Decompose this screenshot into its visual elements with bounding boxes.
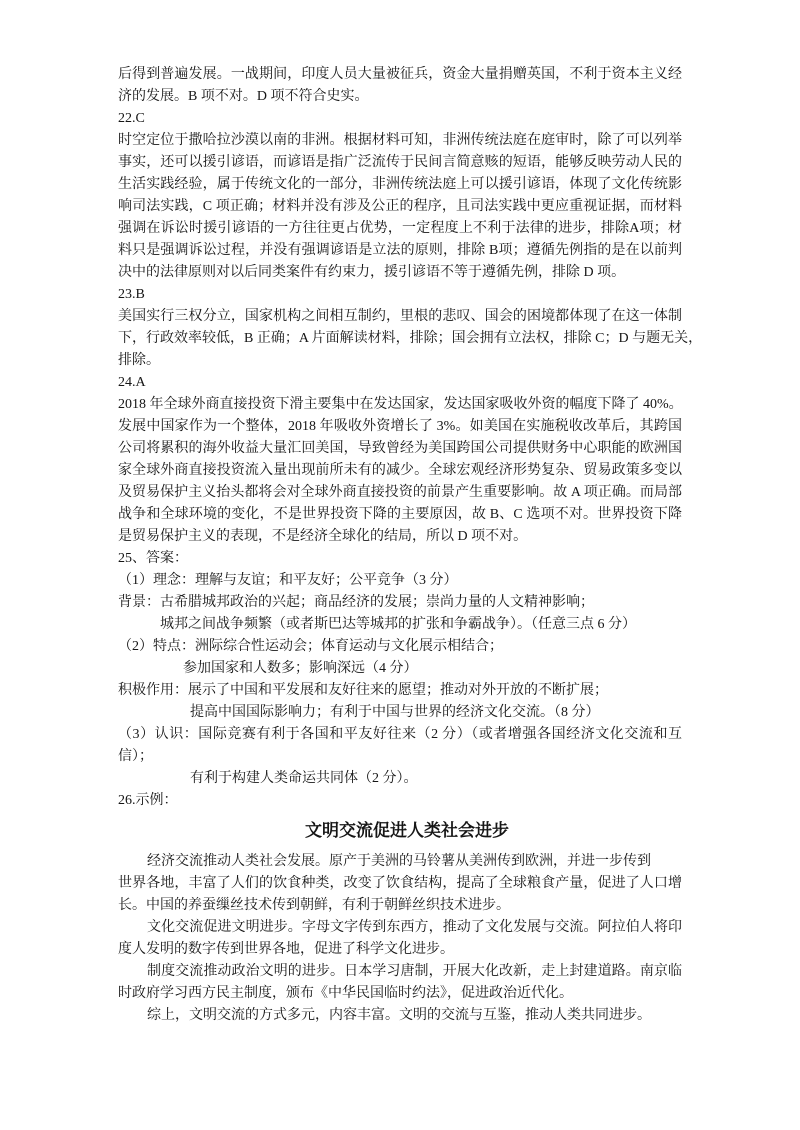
q26-answer-label: 26.示例：	[118, 793, 178, 808]
q24-answer-label: 24.A	[118, 375, 146, 390]
q25-answer-line: 参加国家和人数多；影响深远（4 分）	[183, 661, 418, 676]
q25-answer-line: 背景：古希腊城邦政治的兴起；商品经济的发展；崇尚力量的人文精神影响；	[118, 595, 594, 610]
q22-explanation-line: 生活实践经验，属于传统文化的一部分，非洲传统法庭上可以援引谚语，体现了文化传统影	[118, 177, 682, 192]
q22-explanation-line: 强调在诉讼时援引谚语的一方往往更占优势，一定程度上不利于法律的进步，排除A项；材	[118, 221, 682, 236]
q22-explanation-line: 料只是强调诉讼过程，并没有强调谚语是立法的原则，排除 B项；遵循先例指的是在以前判	[118, 243, 682, 258]
q25-answer-line: 有利于构建人类命运共同体（2 分）。	[190, 771, 418, 786]
q22-explanation-line: 事实，还可以援引谚语，而谚语是指广泛流传于民间言简意赅的短语，能够反映劳动人民的	[118, 155, 682, 170]
q22-explanation-line: 响司法实践，C 项正确；材料并没有涉及公正的程序，且司法实践中更应重视证据，而材料	[118, 199, 682, 214]
q24-explanation-line: 家全球外商直接投资流入量出现前所未有的减少。全球宏观经济形势复杂、贸易政策多变以	[118, 463, 682, 478]
essay-line: 经济交流推动人类社会发展。原产于美洲的马铃薯从美洲传到欧洲，并进一步传到	[147, 854, 651, 869]
q25-answer-line: 城邦之间战争频繁（或者斯巴达等城邦的扩张和争霸战争）。（任意三点 6 分）	[160, 617, 636, 632]
essay-line: 度人发明的数字传到世界各地，促进了科学文化进步。	[118, 942, 454, 957]
q24-explanation-line: 战争和全球环境的变化，不是世界投资下降的主要原因，故 B、C 选项不对。世界投资下降	[118, 507, 682, 522]
q25-answer-label: 25、答案：	[118, 551, 188, 566]
q22-explanation-line: 决中的法律原则对以后同类案件有约束力，援引谚语不等于遵循先例，排除 D 项。	[118, 265, 626, 280]
q23-explanation-line: 下，行政效率较低，B 正确；A 片面解读材料，排除；国会拥有立法权，排除 C；D 与题无关，	[118, 331, 703, 346]
essay-line: 文化交流促进文明进步。字母文字传到东西方，推动了文化发展与交流。阿拉伯人将印	[147, 920, 682, 935]
q25-answer-line: 积极作用：展示了中国和平发展和友好往来的愿望；推动对外开放的不断扩展；	[118, 683, 608, 698]
q24-explanation-line: 2018 年全球外商直接投资下滑主要集中在发达国家，发达国家吸收外资的幅度下降了 40%。	[118, 397, 683, 412]
q22-explanation-line: 时空定位于撒哈拉沙漠以南的非洲。根据材料可知，非洲传统法庭在庭审时，除了可以列举	[118, 133, 682, 148]
q24-explanation-line: 公司将累积的海外收益大量汇回美国，导致曾经为美国跨国公司提供财务中心职能的欧洲国	[118, 441, 682, 456]
essay-line: 世界各地，丰富了人们的饮食种类，改变了饮食结构，提高了全球粮食产量，促进了人口增	[118, 876, 682, 891]
carryover-line: 后得到普遍发展。一战期间，印度人员大量被征兵，资金大量捐赠英国，不利于资本主义经	[118, 67, 682, 82]
q25-answer-line: （3）认识：国际竞赛有利于各国和平友好往来（2 分）（或者增强各国经济文化交流和互	[118, 727, 682, 742]
essay-line: 综上，文明交流的方式多元，内容丰富。文明的交流与互鉴，推动人类共同进步。	[147, 1008, 651, 1023]
q25-answer-line: （1）理念：理解与友谊；和平友好；公平竞争（3 分）	[118, 573, 458, 588]
q25-answer-line: （2）特点：洲际综合性运动会；体育运动与文化展示相结合；	[118, 639, 503, 654]
essay-line: 长。中国的养蚕缫丝技术传到朝鲜，有利于朝鲜丝织技术进步。	[118, 898, 510, 913]
essay-line: 制度交流推动政治文明的进步。日本学习唐制，开展大化改新，走上封建道路。南京临	[147, 964, 682, 979]
q23-answer-label: 23.B	[118, 287, 145, 302]
q25-answer-line: 信）；	[118, 749, 153, 764]
essay-line: 时政府学习西方民主制度，颁布《中华民国临时约法》，促进政治近代化。	[118, 986, 573, 1001]
q24-explanation-line: 是贸易保护主义的表现，不是经济全球化的结局，所以 D 项不对。	[118, 529, 528, 544]
q25-answer-line: 提高中国国际影响力；有利于中国与世界的经济文化交流。（8 分）	[190, 705, 600, 720]
carryover-line: 济的发展。B 项不对。D 项不符合史实。	[118, 89, 369, 104]
q24-explanation-line: 及贸易保护主义抬头都将会对全球外商直接投资的前景产生重要影响。故 A 项正确。而局部	[118, 485, 682, 500]
q24-explanation-line: 发展中国家作为一个整体，2018 年吸收外资增长了 3%。如美国在实施税收改革后，其跨国	[118, 419, 682, 434]
essay-title: 文明交流促进人类社会进步	[305, 821, 509, 841]
q23-explanation-line: 排除。	[118, 353, 160, 368]
q23-explanation-line: 美国实行三权分立，国家机构之间相互制约，里根的悲叹、国会的困境都体现了在这一体制	[118, 309, 682, 324]
q22-answer-label: 22.C	[118, 111, 145, 126]
page-content	[118, 64, 703, 1027]
